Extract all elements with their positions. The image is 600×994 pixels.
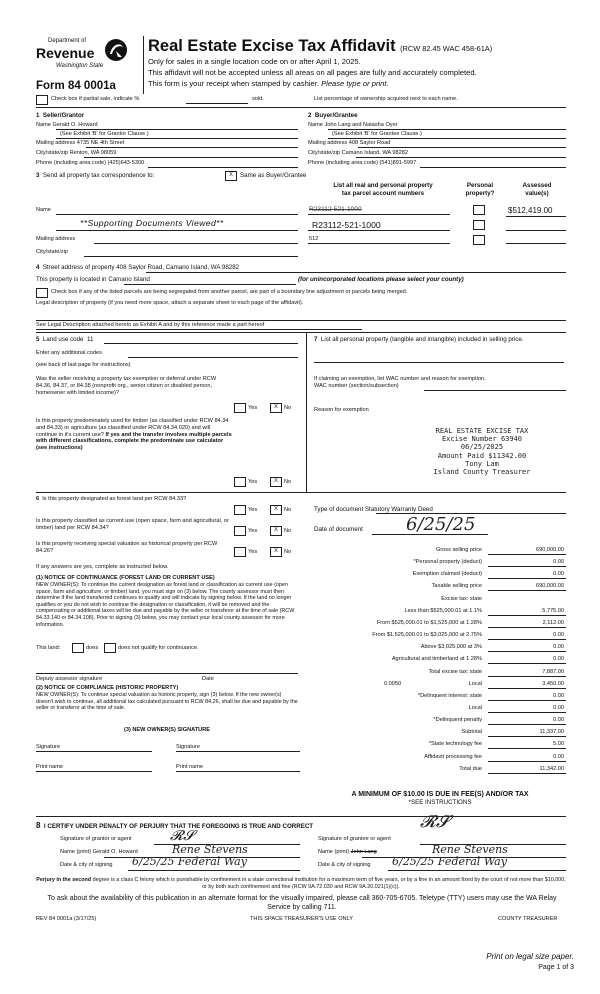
new-owner-sig: (3) NEW OWNER(S) SIGNATURE [124, 727, 210, 733]
calc-underline [488, 724, 566, 725]
personal-checkbox-3[interactable] [473, 235, 485, 245]
perjury-notice: Perjury in the second degree is a class C felony which is punishable by confinement in a state correctional institution for a maximum term of five years, or by a fine in an amount fixed by the court of not more than $10,000, or by both such confinement and fine (RCW 9A.72.030 and RCW 9A.20.021(1)(c)). [36, 877, 566, 890]
calc-value: 690,000.00 [536, 547, 564, 553]
calc-label: Local [468, 680, 482, 687]
q-current-use-no[interactable]: X [270, 526, 282, 536]
seller-phone: Phone (including area code) (425)643-5300 [36, 160, 145, 166]
legal-desc-label: Legal description of property (if you need more space, attach a separate sheet to each page of the affidavit). [36, 300, 304, 306]
located-row: This property is located in Camano Island [36, 276, 150, 283]
calc-value: 5.00 [553, 741, 564, 748]
parcels-head: List all real and personal property tax parcel account numbers [333, 182, 433, 197]
form-number: Form 84 0001a [36, 80, 116, 92]
brand-name: Revenue [36, 45, 95, 61]
seller-exhibit: (See Exhibit 'B' for Grantor Clause.) [60, 131, 149, 137]
calc-label: Total due [459, 765, 482, 772]
notice2-head: (2) NOTICE OF COMPLIANCE (HISTORIC PROPERTY) [36, 685, 179, 691]
calc-label: From $525,000.01 to $1,525,000 at 1.28% [376, 619, 482, 626]
q-historic: Is this property receiving special valuation as historical property per RCW 84.26? [36, 541, 218, 554]
parcel-1: R23112-521-1000 [312, 220, 381, 230]
treasurer-stamp: REAL ESTATE EXCISE TAX Excise Number 63940 06/25/2025 Amount Paid $11342.00 Tony Lam Island County Treasurer [433, 427, 531, 477]
doc-date-label: Date of document [314, 526, 363, 533]
q-historic-yes[interactable] [234, 547, 246, 557]
buyer-mailing: Mailing address 408 Saylor Road [308, 140, 391, 146]
calc-label: Total excise tax: state [428, 668, 482, 675]
availability-notice: To ask about the availability of this publication in an alternate format for the visually impaired, please call 360-705-6705. Teletype (TTY) users may use the WA Relay Service by calling 711. [47, 895, 557, 911]
partial-sale-checkbox[interactable] [36, 95, 48, 105]
same-as-buyer-checkbox[interactable]: X [225, 171, 237, 181]
grantee-date-label: Date & city of signing [318, 862, 371, 868]
calc-value: 0.00 [553, 559, 564, 566]
assessed-head: Assessed value(s) [522, 182, 552, 197]
grantor-name-row: Name (print) Gerald O. Howard [60, 849, 138, 855]
calc-label: *Delinquent interest: state [417, 692, 482, 699]
q-forest-yes[interactable] [234, 505, 246, 515]
seller-mailing: Mailing address 4735 NE 4th Street [36, 140, 125, 146]
legal-desc-value: See Legal Description attached hereto as Exhibit A and by this reference made a part hereof [36, 322, 265, 328]
q-forest-no[interactable]: X [270, 505, 282, 515]
section3-city: City/state/zip [36, 249, 69, 255]
calc-label: *State technology fee [428, 741, 482, 748]
header-line-1: Only for sales in a single location code on or after April 1, 2025. [148, 57, 361, 66]
rev-number: REV 84 0001a (3/17/25) [36, 916, 97, 922]
same-as-buyer-label: Same as Buyer/Grantee [240, 172, 307, 179]
personal-prop-text: 7 List all personal property (tangible and intangible) included in selling price. [314, 336, 524, 343]
owner-print-label-1: Print name [36, 764, 64, 770]
dept-line: Department of [48, 38, 87, 44]
calc-underline [488, 615, 566, 616]
calc-value: 0.00 [553, 692, 564, 699]
partial-sale-label: Check box if partial sale, indicate % [51, 96, 140, 102]
calc-value: 690,000.00 [536, 583, 564, 590]
grantor-name-hand: Rene Stevens [172, 843, 248, 856]
title-text: Real Estate Excise Tax Affidavit [148, 37, 396, 55]
calc-value: 11,342.00 [539, 765, 564, 772]
calc-label: Agricultural and timberland at 1.28% [391, 656, 482, 663]
calc-underline [488, 590, 566, 591]
calc-underline [488, 627, 566, 628]
minimum-due: A MINIMUM OF $10.00 IS DUE IN FEE(S) AND/OR TAX *SEE INSTRUCTIONS [351, 791, 529, 806]
calc-underline [488, 554, 566, 555]
calc-value: 0.00 [553, 717, 564, 724]
segregated-checkbox[interactable] [36, 288, 48, 298]
header-line-2: This affidavit will not be accepted unless all areas on all pages are fully and accurately completed. [148, 68, 477, 77]
calc-label: Less than $525,000.01 at 1.1% [404, 607, 482, 614]
calc-value: 0.00 [553, 632, 564, 639]
section3-send: 3 Send all property tax correspondence to: [36, 172, 155, 179]
buyer-name-row: Name John Lang and Natasha Oyer [308, 122, 398, 128]
calc-value: 7,887.00 [542, 668, 564, 675]
calc-label: Exemption claimed (deduct) [412, 571, 482, 578]
q-historic-no[interactable]: X [270, 547, 282, 557]
seller-city: City/state/zip Renton, WA 98059 [36, 150, 117, 156]
ownership-note: List percentage of ownership acquired next to each name. [314, 96, 458, 102]
calc-underline [488, 700, 566, 701]
notice1-head: (1) NOTICE OF CONTINUANCE (FOREST LAND OR CURRENT USE) [36, 575, 215, 581]
additional-codes: Enter any additional codes [36, 350, 102, 356]
calc-value: 11,337.00 [539, 729, 564, 736]
notice2-body: NEW OWNER(S): To continue special valuation as historic property, sign (3) below. If the new owner(s) doesn't wish to continue, all additional tax calculated pursuant to RCW 84.26, shall be due and payable by the seller or transferor at the time of sale. [36, 692, 298, 712]
land-use-row: 5 Land use code 11 [36, 336, 94, 343]
q-exemption-no[interactable]: X [270, 403, 282, 413]
calc-underline [488, 676, 566, 677]
sig-grantor-label: Signature of grantor or agent [60, 836, 132, 842]
state-name: Washington State [56, 63, 104, 69]
calc-underline [488, 651, 566, 652]
grantor-date-label: Date & city of signing [60, 862, 113, 868]
calc-label: Subtotal [461, 729, 482, 736]
grantee-name-hand: Rene Stevens [432, 843, 508, 856]
parcel-redacted: R23112-521-1000 [309, 206, 362, 213]
calc-underline [488, 748, 566, 749]
q-timber-yes[interactable] [234, 477, 246, 487]
parcel-2: 512 [309, 236, 319, 242]
calc-underline [488, 736, 566, 737]
grantee-name-row: Name (print) John Lang [318, 849, 377, 855]
calc-value: 0.00 [553, 704, 564, 711]
calc-underline [488, 688, 566, 689]
owner-sig-label-2: Signature [176, 744, 200, 750]
q-timber: Is this property predominately used for timber (as classified under RCW 84.34 and 84.33) or agriculture (as classified under RCW 84.34.020) and will continue in it's current use? If yes and the transfer involves multiple parcels with different classifications, complete the predominate use calculator (see instructions) [36, 418, 232, 452]
owner-print-label-2: Print name [176, 764, 204, 770]
doc-type-row: Type of document Statutory Warranty Deed [314, 506, 433, 513]
located-note: (for unincorporated locations please select your county) [298, 276, 464, 283]
buyer-name-value: John Lang and Natasha Oyer [324, 122, 398, 128]
grantor-date-hand: 6/25/25 Federal Way [132, 855, 247, 868]
header-line-3: This form is your receipt when stamped by cashier. Please type or print. [148, 79, 389, 88]
personal-checkbox-1[interactable] [473, 205, 485, 215]
notice1-body: NEW OWNER(S): To continue the current designation as forest land or classification as current use (open space, farm and agriculture, or timber) land, you must sign on (3) below. The county assessor must then determine if the land transferred continues to qualify and will indicate by signing below. If the land no longer qualifies or you do not wish to continue the designation or classification, it will be removed and the compensating or additional taxes will be due and payable by the seller or transferor at the time of sale (RCW 84.33.140 or 84.34.108). Prior to signing (3) below, you may contact your local county assessor for more information. [36, 582, 295, 628]
page-number: Page 1 of 3 [538, 964, 574, 971]
calc-label: *Personal property (deduct) [413, 559, 482, 566]
calc-value: 3,450.00 [542, 680, 564, 687]
sig-grantee-label: Signature of grantee or agent [318, 836, 391, 842]
grantor-signature-hand: 𝓡𝓢 [170, 828, 194, 844]
calc-value: 0.00 [553, 753, 564, 760]
q-timber-no[interactable]: X [270, 477, 282, 487]
q-forest: 6 Is this property designated as forest land per RCW 84.33? [36, 496, 187, 502]
segregated-label: Check box if any of the listed parcels are being segregated from another parcel, are part of a boundary line adjustment or parcels being merged. [51, 289, 408, 295]
legal-size-note: Print on legal size paper. [486, 952, 574, 961]
deputy-sig-label: Deputy assessor signature [36, 676, 103, 682]
q-exemption: Was the seller receiving a property tax exemption or deferral under RCW 84.36, 84.37, or 84.38 (nonprofit org., senior citizen or disabled person, homeowner with limited income)? [36, 376, 217, 396]
seller-name-value: Gerald O. Howard [52, 122, 98, 128]
calc-label: *Delinquent penalty [433, 717, 482, 724]
street-row: 4 Street address of property 408 Saylor Road, Camano Island, WA 98282 [36, 264, 240, 271]
see-back: (see back of last page for instructions) [36, 362, 131, 368]
doc-date-hand: 6/25/25 [406, 514, 476, 535]
calc-value: 5,775.00 [542, 607, 564, 614]
county-treasurer: COUNTY TREASURER [498, 916, 558, 922]
section3-name-label: Name [36, 207, 51, 213]
page-title [148, 37, 492, 56]
q-exemption-yes[interactable] [234, 403, 246, 413]
q-current-use: Is this property classified as current use (open space, farm and agricultural, or timber) land per RCW 84.34? [36, 518, 229, 531]
certify-line: 8 I CERTIFY UNDER PENALTY OF PERJURY THAT THE FOREGOING IS TRUE AND CORRECT [36, 821, 314, 830]
calc-underline [488, 578, 566, 579]
revenue-swoosh-icon [104, 38, 128, 62]
calc-label: Above $3,025,000 at 3% [420, 644, 482, 651]
supporting-docs: **Supporting Documents Viewed** [80, 218, 224, 228]
calc-underline [488, 773, 566, 774]
calc-label: Excise tax: state [441, 595, 482, 602]
seller-heading: 1 Seller/Grantor [36, 112, 85, 119]
wac-text: If claiming an exemption, list WAC number and reason for exemption. WAC number (section/subsection) [314, 376, 486, 389]
buyer-city: City/state/zip Camano Island, WA 98282 [308, 150, 408, 156]
treasurer-only: THIS SPACE TREASURER'S USE ONLY [250, 916, 354, 922]
calc-value: 2,112.00 [542, 619, 564, 626]
calc-label: Local [468, 704, 482, 711]
title-citation: (RCW 82.45 WAC 458-61A) [400, 44, 493, 53]
personal-head: Personal property? [465, 182, 495, 197]
grantee-date-hand: 6/25/25 Federal Way [392, 855, 507, 868]
buyer-exhibit: (See Exhibit 'B' for Grantee Clause.) [332, 131, 422, 137]
buyer-heading: 2 Buyer/Grantee [308, 112, 358, 119]
section3-mailing: Mailing address [36, 236, 76, 242]
local-rate: 0.0050 [384, 680, 402, 687]
personal-checkbox-2[interactable] [473, 220, 485, 230]
deputy-date-label: Date [202, 676, 214, 682]
if-yes: If any answers are yes, complete as instructed below. [36, 564, 169, 570]
calc-underline [488, 712, 566, 713]
this-land-row: This land: [36, 645, 61, 651]
q-current-use-yes[interactable] [234, 526, 246, 536]
calc-underline [488, 761, 566, 762]
grantee-signature-hand: 𝓡𝓢 [420, 812, 450, 832]
land-does-checkbox[interactable] [72, 643, 84, 653]
reason-label: Reason for exemption [314, 407, 369, 413]
assessed-value-1: $512,419.00 [508, 206, 553, 215]
seller-name-row: Name Gerald O. Howard [36, 122, 98, 128]
calc-value: 0.00 [553, 656, 564, 663]
partial-sold-label: sold. [252, 96, 264, 102]
revenue-logo [36, 38, 136, 78]
calc-value: 0.00 [553, 571, 564, 578]
buyer-phone: Phone (including area code) (541)891-5997 [308, 160, 417, 166]
calc-value: 0.00 [553, 644, 564, 651]
calc-underline [488, 639, 566, 640]
land-does-not-checkbox[interactable] [104, 643, 116, 653]
calc-label: Affidavit processing fee [424, 753, 482, 760]
calc-label: Gross selling price [435, 547, 482, 553]
calc-underline [488, 566, 566, 567]
calc-underline [488, 663, 566, 664]
calc-label: Taxable selling price [431, 583, 482, 590]
owner-sig-label-1: Signature [36, 744, 60, 750]
calc-label: From $1,525,000.01 to $3,025,000 at 2.75% [372, 632, 482, 639]
